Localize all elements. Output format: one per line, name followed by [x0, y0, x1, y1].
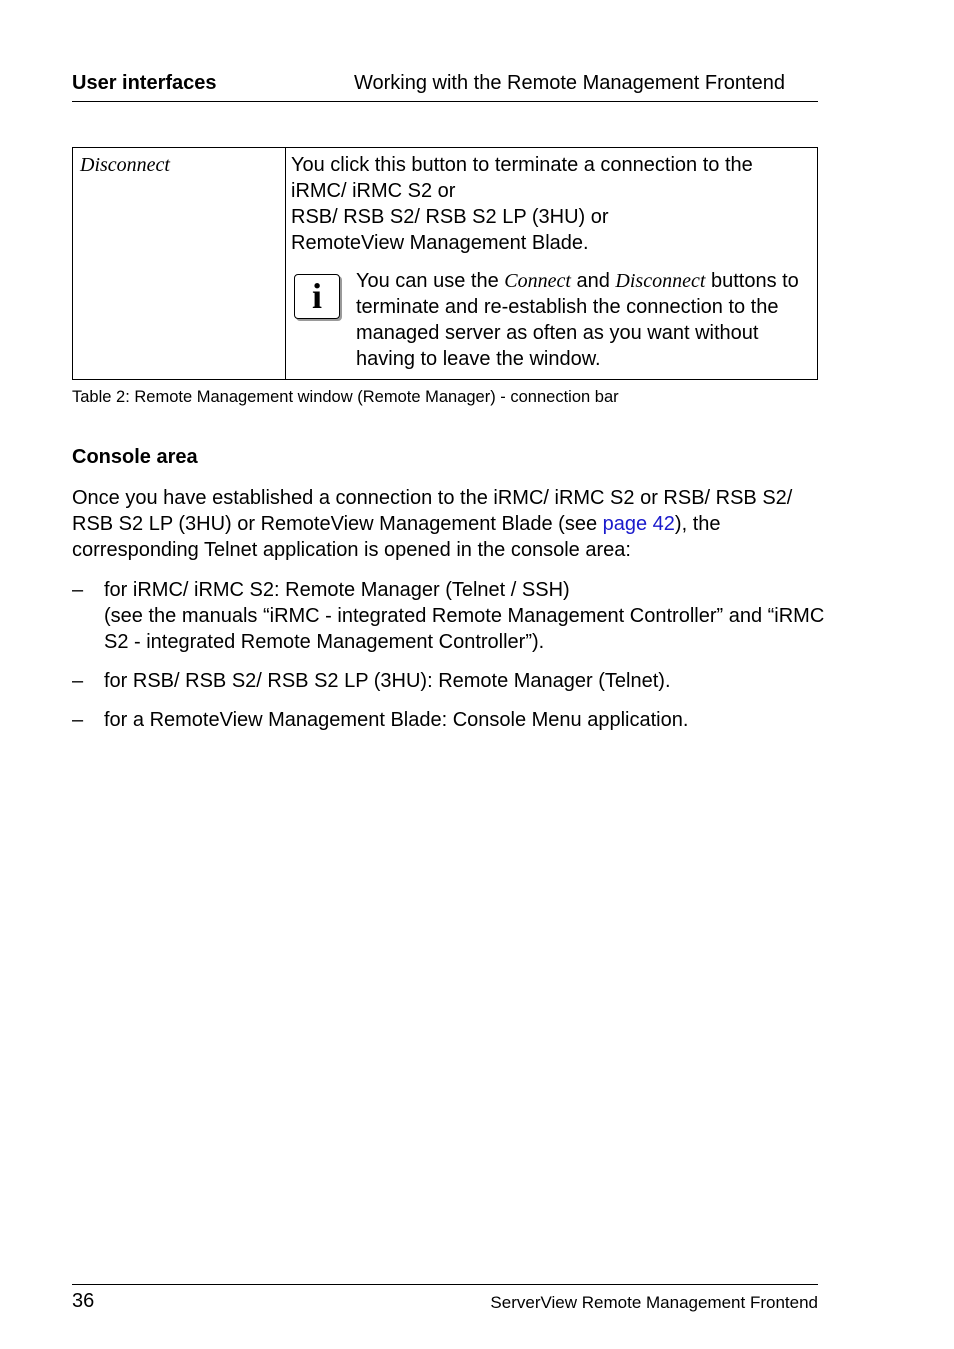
info-note-text	[356, 268, 816, 372]
section-title: Console area	[72, 446, 198, 468]
list-item-line: for a RemoteView Management Blade: Console Menu application.	[104, 709, 689, 731]
footer-rule	[72, 1284, 818, 1285]
list-item	[72, 668, 832, 694]
description-line: RemoteView Management Blade.	[291, 232, 589, 254]
intro-paragraph	[72, 485, 822, 563]
list-dash: –	[72, 709, 84, 731]
console-list	[72, 577, 832, 746]
header-section: Working with the Remote Management Frontend	[354, 72, 785, 94]
list-item-line: for RSB/ RSB S2/ RSB S2 LP (3HU): Remote Manager (Telnet).	[104, 670, 671, 692]
table-column-divider	[285, 148, 286, 379]
note-connect-term: Connect	[504, 270, 571, 292]
list-item-line: for iRMC/ iRMC S2: Remote Manager (Telnet / SSH)	[104, 579, 570, 601]
list-dash: –	[72, 670, 84, 692]
description-line: iRMC/ iRMC S2 or	[291, 180, 456, 202]
footer-title: ServerView Remote Management Frontend	[490, 1293, 818, 1312]
table-term: Disconnect	[80, 154, 170, 176]
paragraph-text: ), the corresponding Telnet application is opened in the console area:	[72, 513, 721, 561]
header-chapter: User interfaces	[72, 72, 217, 94]
note-disconnect-term: Disconnect	[615, 270, 706, 292]
description-line: You click this button to terminate a connection to the	[291, 154, 753, 176]
list-dash: –	[72, 579, 84, 601]
table-description	[291, 152, 811, 256]
page-number: 36	[72, 1290, 95, 1312]
table-caption: Table 2: Remote Management window (Remote Manager) - connection bar	[72, 388, 619, 406]
connection-bar-table	[72, 147, 818, 380]
info-icon: i	[294, 274, 340, 319]
note-text-part: and	[570, 270, 616, 292]
info-note	[291, 268, 811, 378]
list-item	[72, 577, 832, 655]
list-item-line: (see the manuals “iRMC - integrated Remote Management Controller” and “iRMC S2 - integrated Remote Management Controller”).	[104, 605, 825, 653]
page-link[interactable]: page 42	[602, 513, 675, 535]
paragraph-text: Once you have established a connection to the iRMC/ iRMC S2 or RSB/ RSB S2/ RSB S2 LP (3HU) or RemoteView Management Blade (see	[72, 487, 793, 535]
header-rule	[72, 101, 818, 102]
note-text-part: buttons to terminate and re-establish the connection to the managed server as often as you want without having to leave the window.	[356, 270, 799, 370]
note-text-part: You can use the	[356, 270, 505, 292]
description-line: RSB/ RSB S2/ RSB S2 LP (3HU) or	[291, 206, 609, 228]
list-item	[72, 707, 832, 733]
